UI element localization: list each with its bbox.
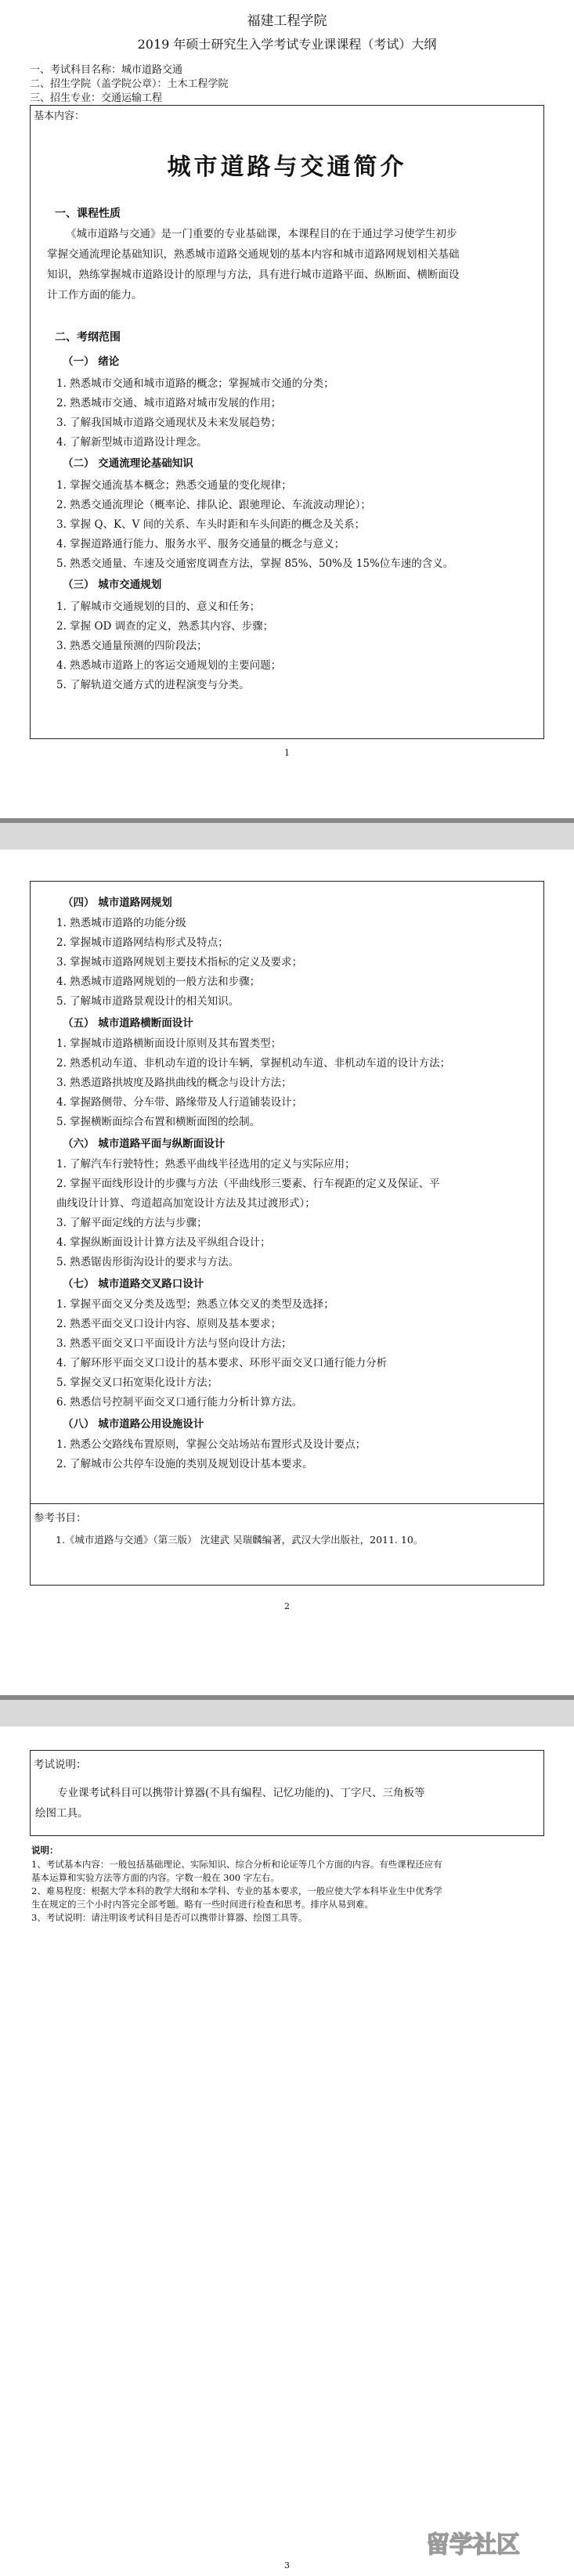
- footnote-line: 3、考试说明：请注明该考试科目是否可以携带计算器、绘图工具等。: [31, 1912, 308, 1923]
- list-item: 5. 熟悉锯齿形街沟设计的要求与方法。: [56, 1256, 240, 1268]
- course-title: 城市道路与交通简介: [167, 153, 407, 181]
- group-title: （八） 城市道路公用设施设计: [63, 1418, 204, 1431]
- meta-line: 三、招生专业：交通运输工程: [30, 92, 163, 104]
- list-item: 3. 了解平面定线的方法与步骤；: [56, 1217, 208, 1229]
- page-number: 2: [284, 1601, 290, 1611]
- watermark-icon: [391, 2529, 555, 2560]
- footnote-label: 说明：: [31, 1845, 59, 1856]
- group-title: （一） 绪论: [63, 355, 120, 368]
- group-title: （三） 城市交通规划: [63, 579, 162, 591]
- page-separator: [0, 1695, 574, 1726]
- list-item: 4. 熟悉城市道路上的客运交通规划的主要问题；: [56, 659, 282, 672]
- footnote-line: 生在规定的三个小时内答完全部考题。略有一些时间进行检查和思考。排序从易到难。: [31, 1899, 374, 1910]
- list-item: 曲线设计计算、弯道超高加宽设计方法及其过渡形式）；: [56, 1197, 316, 1210]
- list-item: 2. 熟悉机动车道、非机动车道的设计车辆，掌握机动车道、非机动车道的设计方法；: [56, 1057, 451, 1070]
- group-title: （二） 交通流理论基础知识: [63, 457, 193, 470]
- school-name: 福建工程学院: [247, 13, 327, 29]
- section-paragraph-line: 掌握交通流理论基础知识，熟悉城市道路交通规划的基本内容和城市道路网规划相关基础: [47, 248, 460, 261]
- list-item: 2. 了解城市公共停车设施的类别及规划设计基本要求。: [56, 1458, 313, 1470]
- list-item: 6. 熟悉信号控制平面交叉口通行能力分析计算方法。: [56, 1396, 303, 1409]
- group-title: （七） 城市道路交叉路口设计: [63, 1278, 204, 1290]
- references-label: 参考书目：: [34, 1512, 87, 1524]
- exam-notes-line: 专业课考试科目可以携带计算器(不具有编程、记忆功能的)、丁字尺、三角板等: [57, 1787, 425, 1799]
- group-title: （四） 城市道路网规划: [63, 897, 172, 909]
- page-separator: [0, 818, 574, 850]
- exam-notes-box: [30, 1750, 544, 1836]
- list-item: 2. 掌握平面线形设计的步骤与方法（平曲线形三要素、行车视距的定义及保证、平: [56, 1178, 440, 1190]
- list-item: 1. 熟悉城市道路的功能分级: [56, 917, 186, 929]
- meta-line: 一、考试科目名称：城市道路交通: [30, 64, 183, 76]
- list-item: 2. 熟悉交通流理论（概率论、排队论、跟驰理论、车流波动理论）；: [56, 499, 371, 511]
- list-item: 1. 掌握城市道路横断面设计原则及其布置类型；: [56, 1037, 282, 1050]
- page-2: [0, 850, 574, 1707]
- list-item: 3. 掌握城市道路网规划主要技术指标的定义及要求；: [56, 956, 303, 969]
- section-paragraph-line: 知识，熟练掌握城市道路设计的原理与方法，具有进行城市道路平面、纵断面、横断面设: [47, 269, 460, 281]
- reference-item: 1.《城市道路与交通》（第三版） 沈建武 吴瑞麟编著，武汉大学出版社，2011. 10。: [56, 1534, 424, 1546]
- list-item: 4. 熟悉城市道路网规划的一般方法和步骤；: [56, 976, 261, 988]
- footnote-line: 基本运算和实验方法等方面的内容。字数一般在 300 字左右。: [31, 1872, 280, 1883]
- page-edge: [0, 1695, 574, 1700]
- list-item: 4. 掌握路侧带、分车带、路缘带及人行道铺装设计；: [56, 1096, 303, 1109]
- list-item: 4. 掌握纵断面设计计算方法及平纵组合设计；: [56, 1236, 271, 1249]
- section-heading: 二、考纲范围: [55, 331, 121, 344]
- list-item: 1. 掌握交通流基本概念；熟悉交通量的变化规律；: [56, 479, 292, 492]
- footnote-line: 2、难易程度：根据大学本科的教学大纲和本学科、专业的基本要求，一般应使大学本科毕业生中优秀学: [31, 1885, 442, 1896]
- list-item: 2. 掌握 OD 调查的定义，熟悉其内容、步骤；: [56, 620, 274, 633]
- group-title: （六） 城市道路平面与纵断面设计: [63, 1138, 226, 1150]
- footnote-line: 1、考试基本内容：一般包括基础理论、实际知识、综合分析和论证等几个方面的内容。有些课程还应有: [31, 1859, 442, 1870]
- list-item: 5. 熟悉交通量、车速及交通密度调查方法，掌握 85%、50%及 15%位车速的含义。: [56, 557, 454, 570]
- list-item: 1. 熟悉公交路线布置原则，掌握公交站场站布置形式及设计要点；: [56, 1438, 366, 1451]
- site-watermark-logo: [391, 2529, 555, 2560]
- list-item: 2. 熟悉城市交通、城市道路对城市发展的作用；: [56, 397, 282, 409]
- section-paragraph-line: 《城市道路与交通》是一门重要的专业基础课，本课程目的在于通过学习使学生初步: [66, 228, 457, 240]
- section-paragraph-line: 计工作方面的能力。: [47, 289, 143, 301]
- list-item: 5. 了解城市道路景观设计的相关知识。: [56, 995, 240, 1008]
- document-title: 2019 年硕士研究生入学考试专业课课程（考试）大纲: [137, 37, 437, 52]
- references-box: [30, 1503, 544, 1586]
- section-heading: 一、课程性质: [55, 207, 121, 220]
- group-title: （五） 城市道路横断面设计: [63, 1017, 193, 1030]
- page-3: [0, 1726, 574, 2576]
- list-item: 3. 熟悉交通量预测的四阶段法；: [56, 640, 208, 652]
- page-1: [0, 0, 574, 830]
- list-item: 4. 了解新型城市道路设计理念。: [56, 436, 208, 449]
- page-edge: [0, 818, 574, 823]
- list-item: 1. 熟悉城市交通和城市道路的概念；掌握城市交通的分类；: [56, 377, 334, 390]
- list-item: 4. 掌握道路通行能力、服务水平、服务交通量的概念与意义；: [56, 538, 345, 550]
- exam-notes-label: 考试说明：: [34, 1759, 87, 1771]
- list-item: 5. 掌握横断面综合布置和横断面图的绘制。: [56, 1116, 261, 1128]
- page-number: 3: [284, 2560, 290, 2571]
- list-item: 2. 熟悉平面交叉口设计内容、原则及基本要求；: [56, 1318, 282, 1330]
- list-item: 3. 熟悉平面交叉口平面设计方法与竖向设计方法；: [56, 1337, 292, 1350]
- meta-line: 二、招生学院（盖学院公章）：土木工程学院: [30, 78, 229, 90]
- svg-text:留学社区: 留学社区: [426, 2531, 520, 2559]
- list-item: 3. 掌握 Q、K、V 间的关系、车头时距和车头间距的概念及关系；: [56, 518, 366, 531]
- list-item: 1. 了解汽车行驶特性；熟悉平曲线半径选用的定义与实际应用；: [56, 1158, 356, 1171]
- exam-notes-line: 绘图工具。: [35, 1807, 88, 1820]
- list-item: 5. 了解轨道交通方式的进程演变与分类。: [56, 679, 250, 691]
- list-item: 3. 熟悉道路拱坡度及路拱曲线的概念与设计方法；: [56, 1077, 292, 1089]
- list-item: 3. 了解我国城市道路交通现状及未来发展趋势；: [56, 417, 282, 429]
- list-item: 1. 了解城市交通规划的目的、意义和任务；: [56, 601, 261, 613]
- list-item: 5. 掌握交叉口拓宽渠化设计方法；: [56, 1376, 218, 1389]
- basic-content-label: 基本内容：: [34, 110, 85, 122]
- page-number: 1: [284, 748, 290, 758]
- list-item: 4. 了解环形平面交叉口设计的基本要求、环形平面交叉口通行能力分析: [56, 1357, 388, 1369]
- list-item: 2. 掌握城市道路网结构形式及特点；: [56, 936, 229, 949]
- list-item: 1. 掌握平面交叉分类及选型；熟悉立体交叉的类型及选择；: [56, 1298, 334, 1311]
